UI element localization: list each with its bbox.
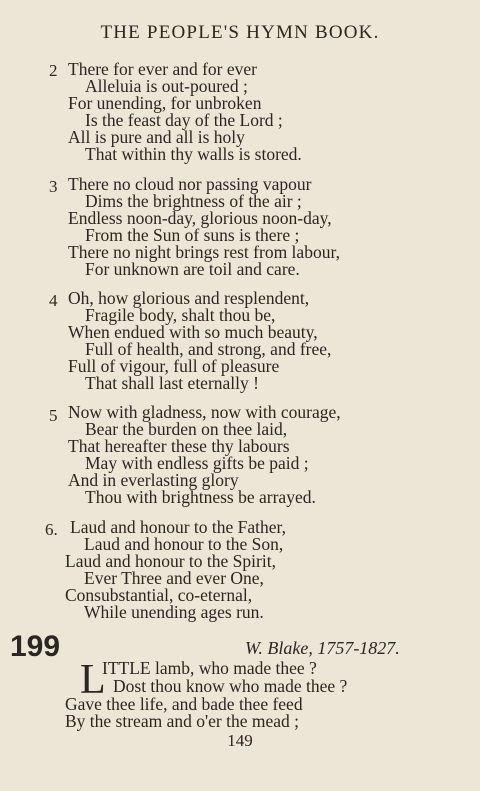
verse-line: Consubstantial, co-eternal, xyxy=(65,585,253,605)
verse-line: There for ever and for ever xyxy=(68,59,257,79)
verse-line: Oh, how glorious and resplendent, xyxy=(68,288,310,308)
hymn-line: Gave thee life, and bade thee feed xyxy=(65,694,303,714)
hymn-line: ITTLE lamb, who made thee ? xyxy=(102,658,317,678)
verse-line: Laud and honour to the Spirit, xyxy=(65,551,276,571)
verse-line: That within thy walls is stored. xyxy=(85,144,302,164)
verse-line: Thou with brightness be arrayed. xyxy=(85,487,316,507)
verse-line: For unending, for unbroken xyxy=(68,93,262,113)
verse-line: There no night brings rest from labour, xyxy=(68,242,340,262)
verse-number: 2 xyxy=(49,61,58,80)
verse-line: That hereafter these thy labours xyxy=(68,436,290,456)
running-header: THE PEOPLE'S HYMN BOOK. xyxy=(100,22,380,43)
verse-line: Laud and honour to the Father, xyxy=(70,517,287,537)
verse-line: Is the feast day of the Lord ; xyxy=(85,110,283,130)
verse-line: That shall last eternally ! xyxy=(85,373,259,393)
verse-number: 4 xyxy=(49,291,58,310)
page-number: 149 xyxy=(227,731,253,750)
verse-line: And in everlasting glory xyxy=(68,470,239,490)
verse-line: Bear the burden on thee laid, xyxy=(85,419,288,439)
verse-line: May with endless gifts be paid ; xyxy=(85,453,309,473)
verse-line: Fragile body, shalt thou be, xyxy=(85,305,276,325)
verse-line: All is pure and all is holy xyxy=(68,127,245,147)
verse-line: Laud and honour to the Son, xyxy=(84,534,284,554)
hymn-number: 199 xyxy=(10,630,61,663)
verse-line: Ever Three and ever One, xyxy=(84,568,264,588)
verse-number: 3 xyxy=(49,177,58,196)
verse-line: Alleluia is out-poured ; xyxy=(85,76,248,96)
verse-line: There no cloud nor passing vapour xyxy=(68,174,312,194)
verse-line: Full of vigour, full of pleasure xyxy=(68,356,280,376)
verse-line: Now with gladness, now with courage, xyxy=(68,402,341,422)
hymn-author: W. Blake, 1757-1827. xyxy=(245,638,400,658)
verse-line: From the Sun of suns is there ; xyxy=(85,225,300,245)
verse-number: 6. xyxy=(45,520,58,539)
verse-line: Endless noon-day, glorious noon-day, xyxy=(68,208,332,228)
verse-line: Dims the brightness of the air ; xyxy=(85,191,302,211)
verse-line: Full of health, and strong, and free, xyxy=(85,339,332,359)
hymn-line: By the stream and o'er the mead ; xyxy=(65,711,299,731)
hymn-line: Dost thou know who made thee ? xyxy=(113,676,348,696)
verse-line: When endued with so much beauty, xyxy=(68,322,318,342)
verse-number: 5 xyxy=(49,406,58,425)
drop-cap: L xyxy=(80,657,106,703)
verse-line: For unknown are toil and care. xyxy=(85,259,300,279)
verse-line: While unending ages run. xyxy=(84,602,264,622)
